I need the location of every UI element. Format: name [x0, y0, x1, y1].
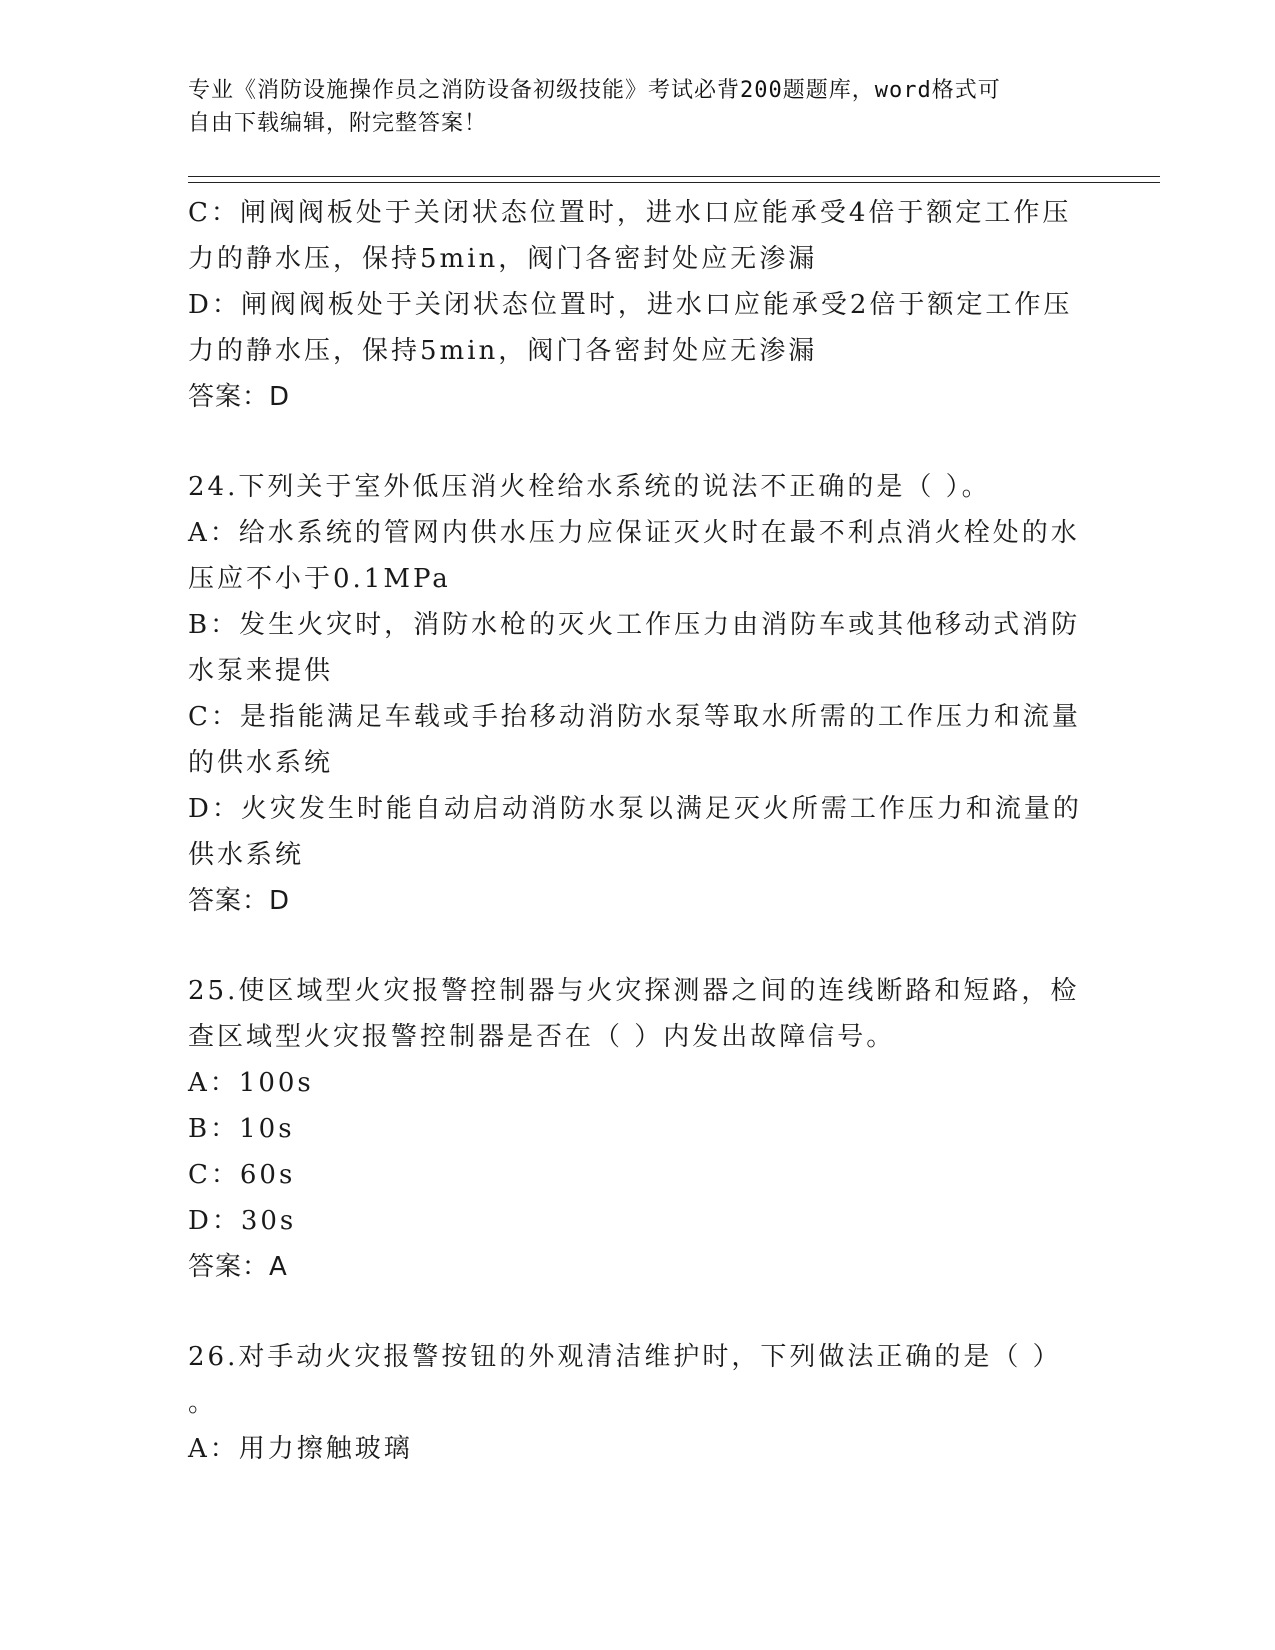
question-content — [188, 190, 1088, 1472]
option-c: C：60s — [188, 1160, 296, 1190]
question-block-23-tail — [188, 190, 1088, 420]
answer-line: 答案：D — [188, 886, 291, 916]
question-stem-line-1: 26.对手动火灾报警按钮的外观清洁维护时，下列做法正确的是（ ） — [188, 1342, 1062, 1372]
header-rule-top — [188, 176, 1160, 177]
option-d: D：30s — [188, 1206, 297, 1236]
question-block-24 — [188, 464, 1088, 924]
option-c-line-2: 力的静水压，保持5min，阀门各密封处应无渗漏 — [188, 244, 818, 274]
header-title-line-1: 专业《消防设施操作员之消防设备初级技能》考试必背200题题库，word格式可 — [188, 78, 1001, 103]
question-stem-line-2: 。 — [188, 1388, 218, 1418]
option-d-line-1: D：闸阀阀板处于关闭状态位置时，进水口应能承受2倍于额定工作压 — [188, 290, 1073, 320]
option-a: A：用力擦触玻璃 — [188, 1434, 413, 1464]
option-a-line-1: A：给水系统的管网内供水压力应保证灭火时在最不利点消火栓处的水 — [188, 518, 1080, 548]
option-c-line-1: C：是指能满足车载或手抬移动消防水泵等取水所需的工作压力和流量 — [188, 702, 1081, 732]
answer-line: 答案：D — [188, 382, 291, 412]
option-d-line-1: D：火灾发生时能自动启动消防水泵以满足灭火所需工作压力和流量的 — [188, 794, 1082, 824]
option-d-line-2: 力的静水压，保持5min，阀门各密封处应无渗漏 — [188, 336, 818, 366]
question-stem-line-1: 25.使区域型火灾报警控制器与火灾探测器之间的连线断路和短路，检 — [188, 976, 1080, 1006]
option-c-line-2: 的供水系统 — [188, 748, 334, 778]
question-stem: 24.下列关于室外低压消火栓给水系统的说法不正确的是（ ）。 — [188, 472, 991, 502]
option-c-line-1: C：闸阀阀板处于关闭状态位置时，进水口应能承受4倍于额定工作压 — [188, 198, 1072, 228]
question-block-26 — [188, 1334, 1088, 1472]
block-spacer — [188, 420, 1088, 464]
question-block-25 — [188, 968, 1088, 1290]
header-rule-bottom — [188, 182, 1160, 183]
option-b-line-1: B：发生火灾时，消防水枪的灭火工作压力由消防车或其他移动式消防 — [188, 610, 1081, 640]
block-spacer — [188, 1290, 1088, 1334]
option-d-line-2: 供水系统 — [188, 840, 305, 870]
option-b-line-2: 水泵来提供 — [188, 656, 334, 686]
document-header — [188, 74, 1088, 140]
answer-line: 答案：A — [188, 1252, 288, 1282]
option-a: A：100s — [188, 1068, 314, 1098]
header-title-line-2: 自由下载编辑，附完整答案！ — [188, 111, 488, 136]
block-spacer — [188, 924, 1088, 968]
option-b: B：10s — [188, 1114, 295, 1144]
option-a-line-2: 压应不小于0.1MPa — [188, 564, 451, 594]
question-stem-line-2: 查区域型火灾报警控制器是否在（ ）内发出故障信号。 — [188, 1022, 896, 1052]
